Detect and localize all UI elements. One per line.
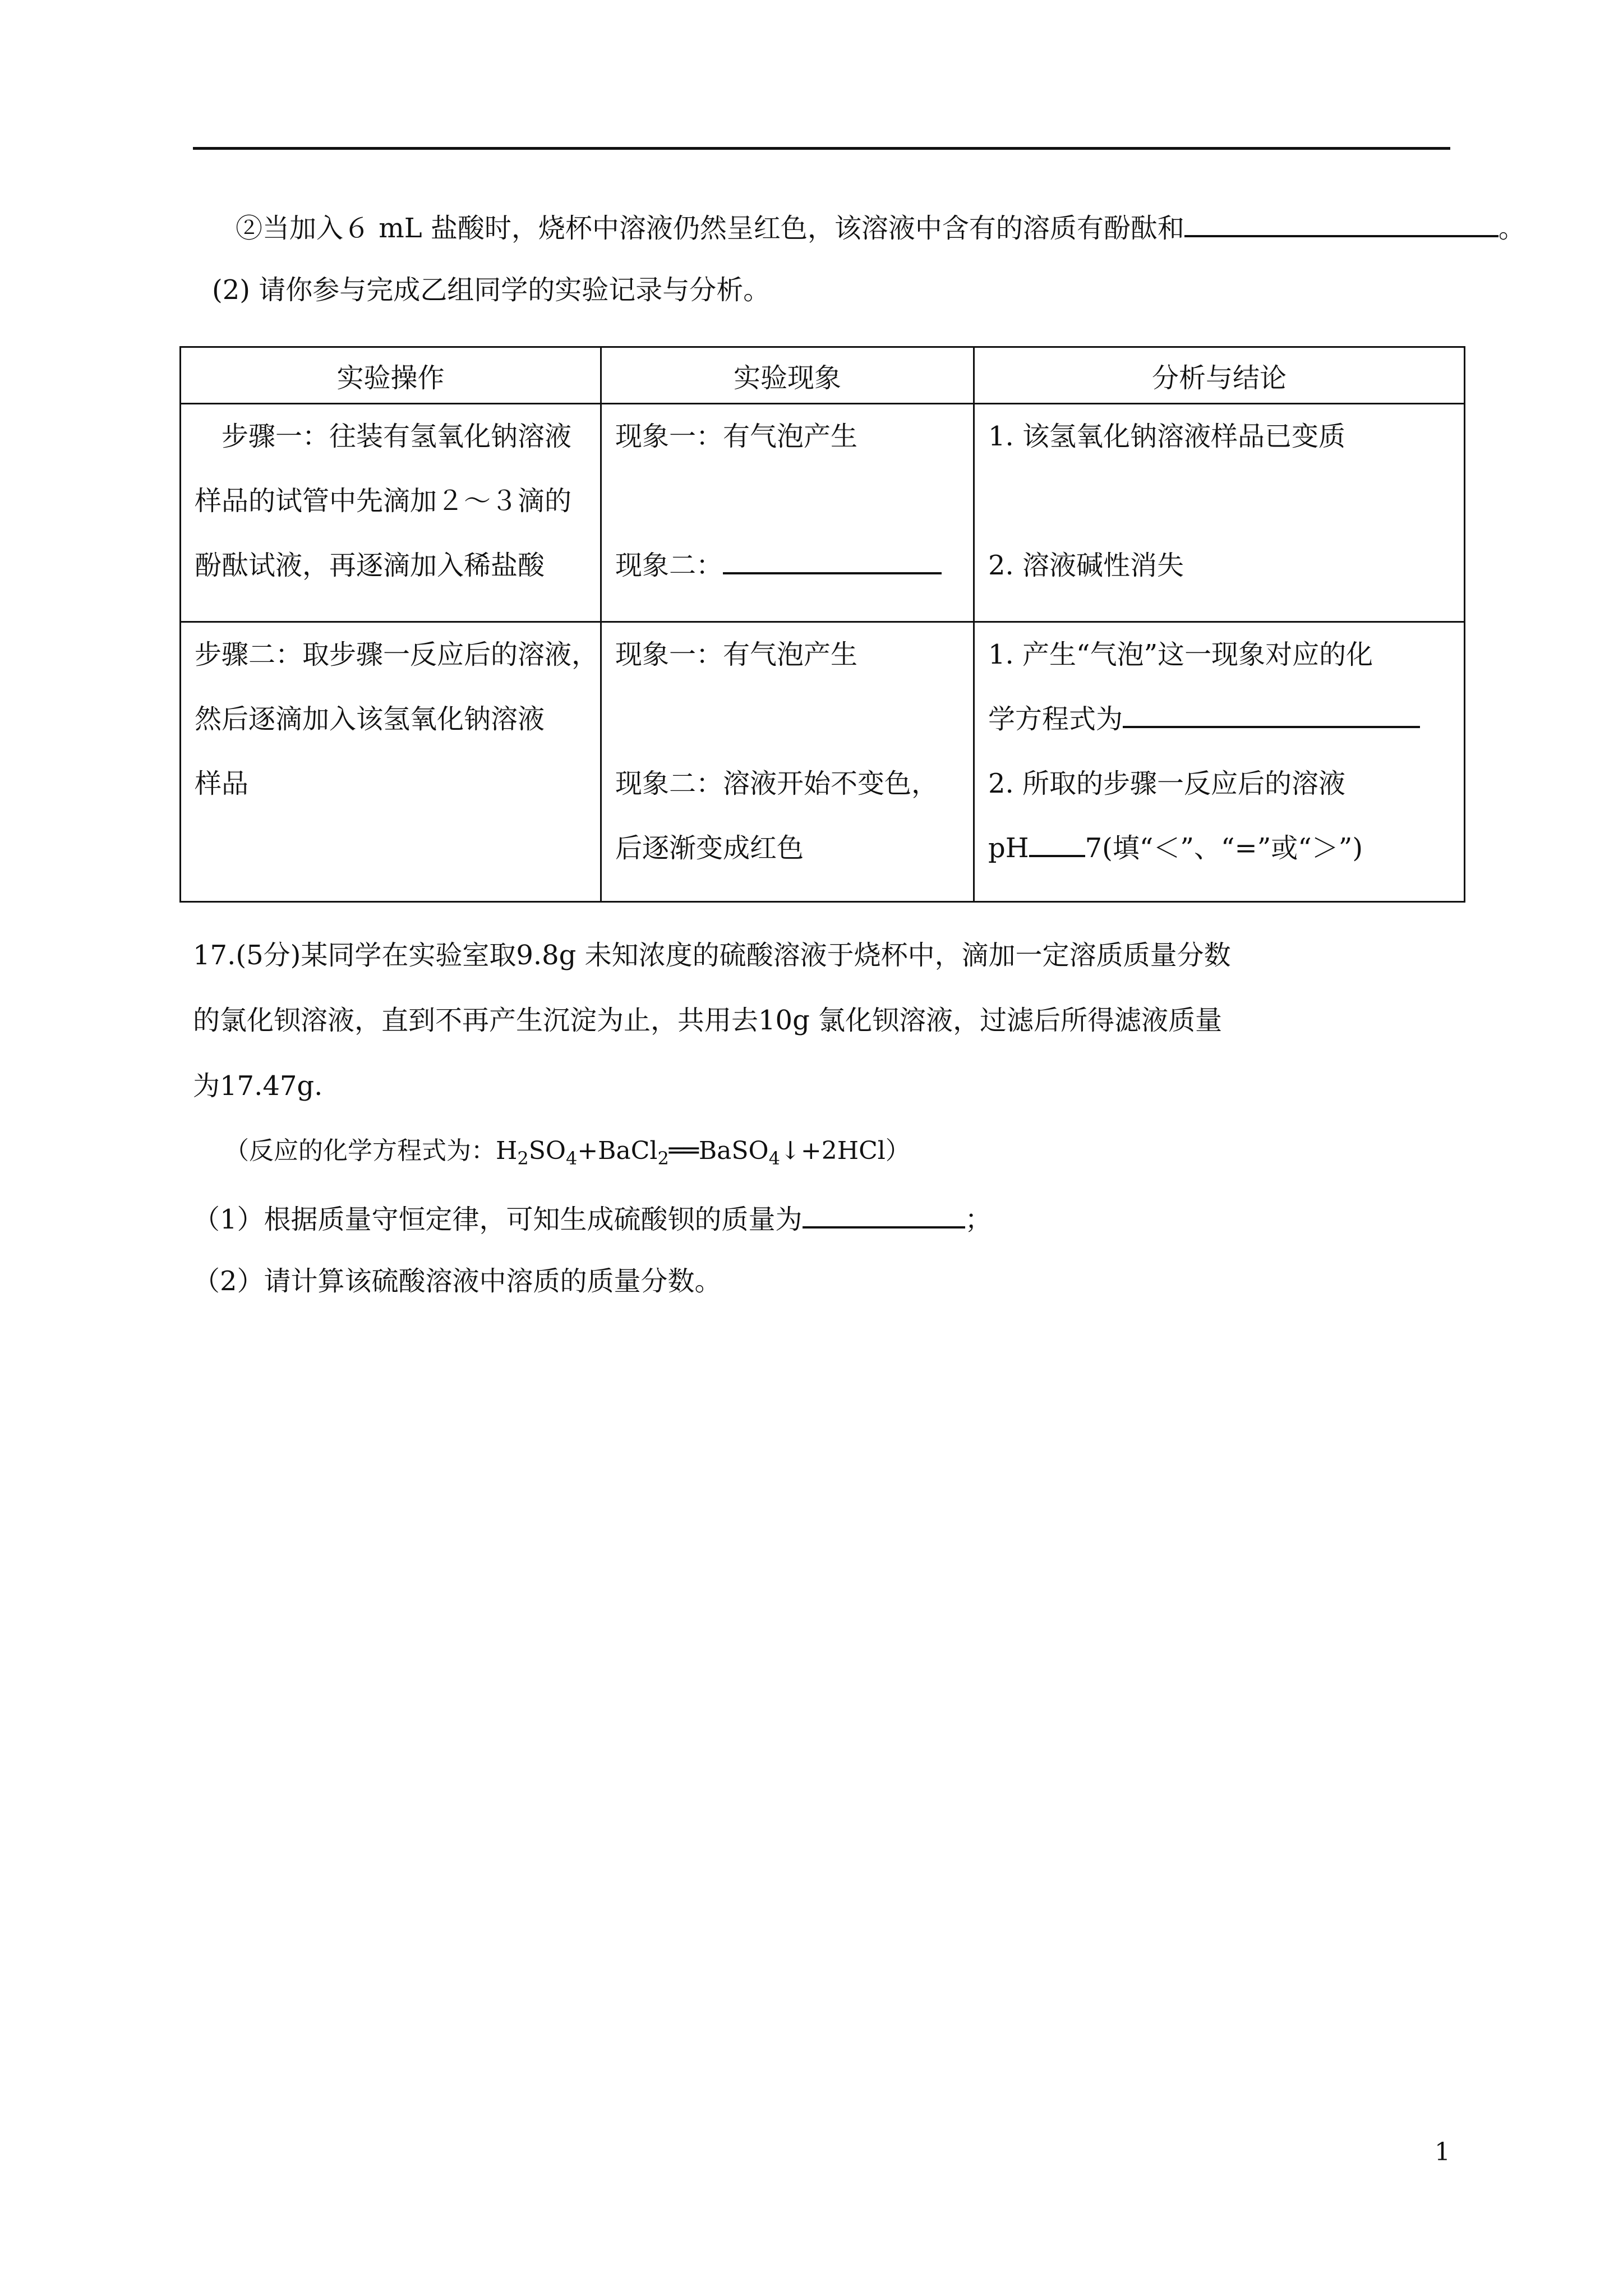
row1-phenomenon2 (615, 533, 960, 598)
q17-sub1 (193, 1199, 992, 1236)
q17-line1: 17.(5分)某同学在实验室取9.8g 未知浓度的硫酸溶液于烧杯中，滴加一定溶质质量分数 (193, 940, 1231, 971)
q17-sub1-blank (803, 1199, 965, 1228)
row2-conclusion1-label: 学方程式为 (988, 703, 1123, 735)
row1-phenomenon2-blank (723, 545, 942, 574)
q16-item2-blank (1184, 208, 1498, 237)
experiment-table (179, 346, 1465, 903)
row2-conclusion2-line (988, 816, 1450, 881)
equation-part: SO (528, 1137, 566, 1165)
equation-subscript: 2 (517, 1148, 529, 1169)
row1-conclusion1: 1. 该氢氧化钠溶液样品已变质 (988, 421, 1346, 452)
row1-conclusion (974, 404, 1465, 622)
q17-line3: 为17.47g. (193, 1070, 323, 1102)
q16-item2-text: ②当加入６ mL 盐酸时，烧杯中溶液仍然呈红色，该溶液中含有的溶质有酚酞和 (236, 213, 1184, 244)
equation-part: ══BaSO (668, 1137, 769, 1165)
header-rule (193, 147, 1450, 150)
table-row (181, 404, 1465, 622)
row2-conclusion1-line: 1. 产生“气泡”这一现象对应的化 (988, 639, 1373, 670)
page-number: 1 (1435, 2138, 1450, 2166)
q16-item2 (236, 208, 1525, 245)
ph-blank (1029, 828, 1085, 857)
row2-operation-line: 步骤二：取步骤一反应后的溶液， (195, 639, 599, 670)
equation-part: +BaCl (577, 1137, 658, 1165)
equation-part: ↓+2HCl） (780, 1137, 910, 1165)
header-conclusion: 分析与结论 (974, 347, 1465, 404)
row1-conclusion2: 2. 溶液碱性消失 (988, 550, 1184, 581)
row1-phenomenon (601, 404, 974, 622)
q17-line2: 的氯化钡溶液，直到不再产生沉淀为止，共用去10g 氯化钡溶液，过滤后所得滤液质量 (193, 1005, 1223, 1036)
equation-subscript: 4 (565, 1148, 578, 1169)
row2-operation (181, 622, 601, 902)
row2-conclusion (974, 622, 1465, 902)
q16-item2-end: 。 (1498, 213, 1525, 244)
ph-label: pH (988, 832, 1029, 864)
row2-phenomenon2-line: 现象二：溶液开始不变色， (615, 768, 939, 799)
q17-sub1-end: ； (965, 1204, 992, 1235)
row1-operation (181, 404, 601, 622)
row2-phenomenon1: 现象一：有气泡产生 (615, 639, 858, 670)
equation-part: H (496, 1137, 518, 1165)
row2-phenomenon (601, 622, 974, 902)
q17-sub2: （2）请计算该硫酸溶液中溶质的质量分数。 (193, 1266, 722, 1297)
q16-part2-intro: (2) 请你参与完成乙组同学的实验记录与分析。 (212, 274, 771, 306)
header-operation: 实验操作 (181, 347, 601, 404)
header-phenomenon: 实验现象 (601, 347, 974, 404)
equation-subscript: 4 (768, 1148, 780, 1169)
row1-phenomenon2-label: 现象二： (615, 550, 723, 581)
q17-sub1-text: （1）根据质量守恒定律，可知生成硫酸钡的质量为 (193, 1204, 803, 1235)
row2-operation-line: 然后逐滴加入该氢氧化钠溶液 (195, 703, 545, 735)
row1-operation-line: 步骤一：往装有氢氧化钠溶液 (222, 421, 572, 452)
table-row (181, 622, 1465, 902)
row2-phenomenon2-line: 后逐渐变成红色 (615, 832, 804, 864)
row2-operation-line: 样品 (195, 768, 249, 799)
row2-conclusion2-line: 2. 所取的步骤一反应后的溶液 (988, 768, 1346, 799)
equation-prefix: （反应的化学方程式为： (224, 1137, 496, 1165)
table-header-row (181, 347, 1465, 404)
row2-conclusion1-line (988, 687, 1450, 752)
equation-subscript: 2 (657, 1148, 669, 1169)
ph-hint: 7(填“＜”、“=”或“＞”) (1085, 832, 1363, 864)
q17-equation (224, 1134, 910, 1175)
row1-phenomenon1: 现象一：有气泡产生 (615, 421, 858, 452)
equation-blank (1123, 699, 1420, 728)
row1-operation-line: 酚酞试液，再逐滴加入稀盐酸 (195, 550, 545, 581)
row1-operation-line: 样品的试管中先滴加２～３滴的 (195, 485, 572, 517)
